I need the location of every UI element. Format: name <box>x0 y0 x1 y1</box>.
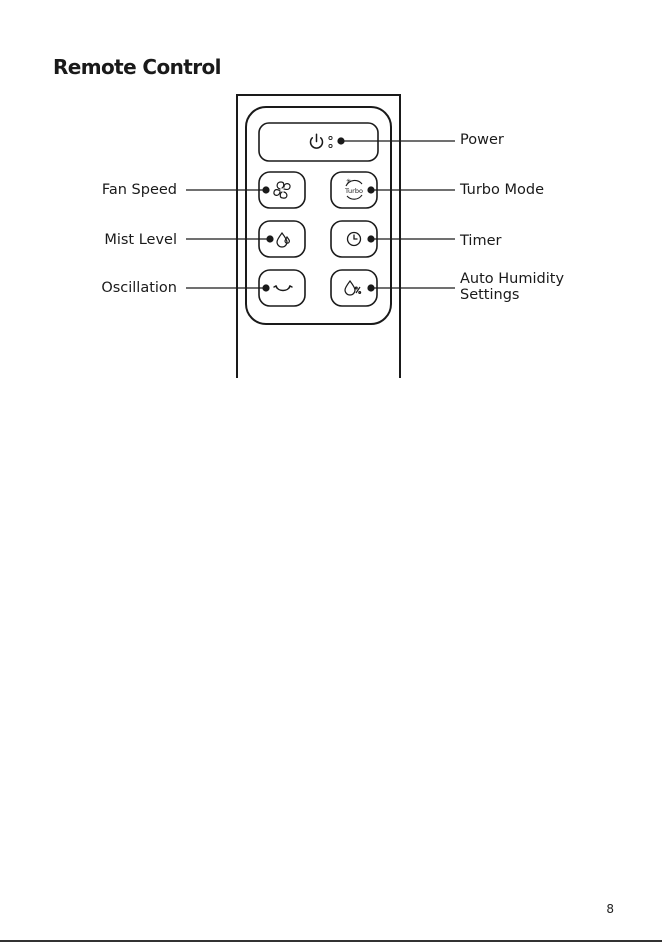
label-auto-humidity-line1: Auto Humidity <box>460 271 565 287</box>
callout-dot-timer <box>368 236 374 242</box>
label-oscillation: Oscillation <box>101 280 177 296</box>
turbo-icon-text: Turbo <box>345 187 363 195</box>
footer-rule <box>0 940 662 942</box>
callout-dot-turbo-mode <box>368 187 374 193</box>
page-title: Remote Control <box>53 55 221 79</box>
callout-dot-oscillation <box>263 285 269 291</box>
label-auto-humidity-line2: Settings <box>460 287 520 303</box>
callout-dot-mist-level <box>267 236 273 242</box>
label-mist-level: Mist Level <box>104 232 177 248</box>
callout-dot-auto-humidity <box>368 285 374 291</box>
callout-dot-fan-speed <box>263 187 269 193</box>
svg-text:✳: ✳ <box>346 178 352 185</box>
label-power: Power <box>460 132 504 148</box>
callout-dot-power <box>338 138 344 144</box>
page-number: 8 <box>606 902 614 916</box>
power-button[interactable] <box>259 123 378 161</box>
label-timer: Timer <box>460 233 502 249</box>
label-fan-speed: Fan Speed <box>101 182 177 198</box>
label-turbo-mode: Turbo Mode <box>460 182 544 198</box>
